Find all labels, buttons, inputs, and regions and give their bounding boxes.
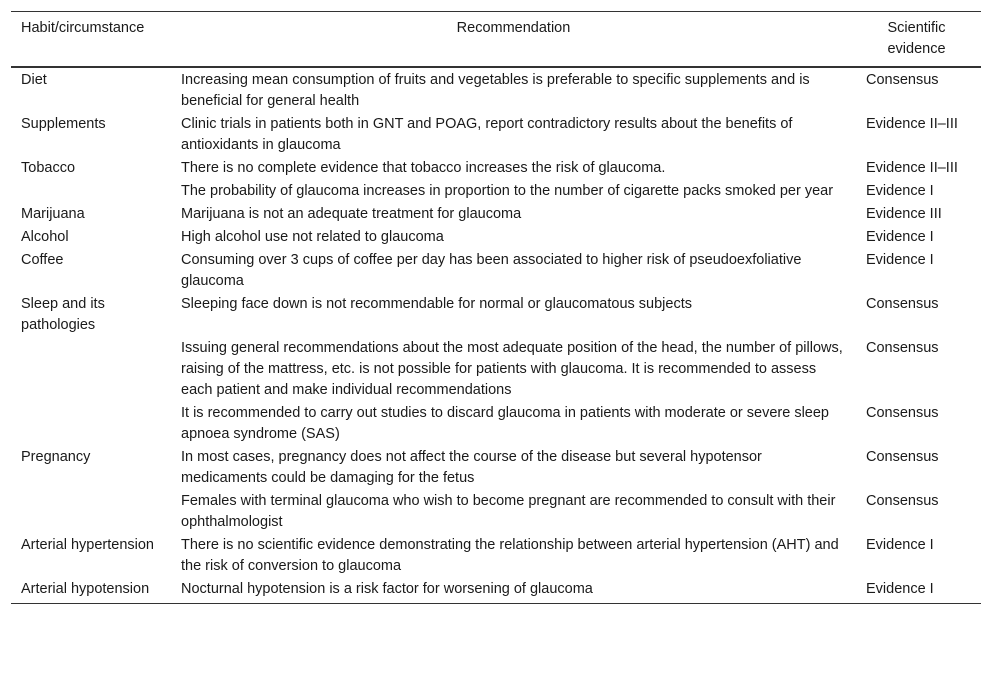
header-evidence-line2: evidence bbox=[887, 41, 946, 57]
evidence-cell: Evidence I bbox=[866, 252, 934, 268]
habit-cell: Supplements bbox=[21, 116, 106, 132]
table-row bbox=[11, 337, 981, 402]
evidence-cell: Evidence III bbox=[866, 206, 942, 222]
habit-cell bbox=[11, 180, 171, 203]
table-row bbox=[11, 67, 981, 113]
header-recommendation: Recommendation bbox=[456, 20, 571, 36]
recommendation-cell: Issuing general recommendations about the most adequate position of the head, the number of pillows, raising of the mattress, etc. is not possible for patients with glaucoma. It is recommended to assess each patient and make individual recommendations bbox=[181, 340, 843, 398]
recommendation-cell: It is recommended to carry out studies to discard glaucoma in patients with moderate or severe sleep apnoea syndrome (SAS) bbox=[181, 405, 829, 442]
habit-cell: Arterial hypotension bbox=[21, 581, 150, 597]
table-row bbox=[11, 490, 981, 534]
table-row bbox=[11, 446, 981, 490]
evidence-cell: Evidence I bbox=[866, 581, 934, 597]
habit-cell bbox=[11, 490, 171, 534]
habit-cell: Arterial hypertension bbox=[21, 537, 154, 553]
habit-cell: Alcohol bbox=[21, 229, 69, 245]
evidence-cell: Evidence II–III bbox=[866, 160, 958, 176]
header-evidence-line1: Scientific bbox=[887, 20, 946, 36]
evidence-cell: Evidence I bbox=[866, 537, 934, 553]
recommendation-cell: Nocturnal hypotension is a risk factor for worsening of glaucoma bbox=[181, 581, 593, 597]
table-row bbox=[11, 113, 981, 157]
table-row bbox=[11, 578, 981, 604]
evidence-cell: Consensus bbox=[866, 449, 939, 465]
habit-cell: Sleep and its pathologies bbox=[21, 296, 105, 333]
header-evidence bbox=[856, 12, 981, 68]
evidence-cell: Consensus bbox=[866, 72, 939, 88]
recommendation-cell: In most cases, pregnancy does not affect the course of the disease but several hypotensor medicaments could be damaging for the fetus bbox=[181, 449, 762, 486]
table-row bbox=[11, 226, 981, 249]
recommendation-cell: High alcohol use not related to glaucoma bbox=[181, 229, 444, 245]
recommendation-cell: Increasing mean consumption of fruits and vegetables is preferable to specific supplements and is beneficial for general health bbox=[181, 72, 810, 109]
table-row bbox=[11, 180, 981, 203]
table-header bbox=[11, 12, 981, 68]
table-row bbox=[11, 203, 981, 226]
recommendation-cell: There is no complete evidence that tobacco increases the risk of glaucoma. bbox=[181, 160, 666, 176]
table-row bbox=[11, 293, 981, 337]
header-habit: Habit/circumstance bbox=[21, 20, 145, 36]
table-row bbox=[11, 157, 981, 180]
evidence-cell: Consensus bbox=[866, 296, 939, 312]
habit-cell bbox=[11, 402, 171, 446]
recommendation-cell: Marijuana is not an adequate treatment for glaucoma bbox=[181, 206, 522, 222]
habit-cell: Tobacco bbox=[21, 160, 76, 176]
evidence-cell: Consensus bbox=[866, 493, 939, 509]
evidence-cell: Evidence I bbox=[866, 183, 934, 199]
habit-cell bbox=[11, 337, 171, 402]
recommendation-cell: Sleeping face down is not recommendable for normal or glaucomatous subjects bbox=[181, 296, 692, 312]
evidence-cell: Evidence II–III bbox=[866, 116, 958, 132]
recommendations-table bbox=[11, 11, 981, 604]
recommendations-table-container bbox=[11, 11, 981, 604]
recommendation-cell: Clinic trials in patients both in GNT and POAG, report contradictory results about the benefits of antioxidants in glaucoma bbox=[181, 116, 793, 153]
habit-cell: Diet bbox=[21, 72, 47, 88]
recommendation-cell: Consuming over 3 cups of coffee per day has been associated to higher risk of pseudoexfoliative glaucoma bbox=[181, 252, 802, 289]
recommendation-cell: The probability of glaucoma increases in proportion to the number of cigarette packs smoked per year bbox=[181, 183, 834, 199]
evidence-cell: Consensus bbox=[866, 405, 939, 421]
table-row bbox=[11, 534, 981, 578]
table-row bbox=[11, 249, 981, 293]
habit-cell: Coffee bbox=[21, 252, 64, 268]
evidence-cell: Evidence I bbox=[866, 229, 934, 245]
recommendation-cell: There is no scientific evidence demonstrating the relationship between arterial hypertension (AHT) and the risk of conversion to glaucoma bbox=[181, 537, 839, 574]
recommendation-cell: Females with terminal glaucoma who wish to become pregnant are recommended to consult with their ophthalmologist bbox=[181, 493, 836, 530]
evidence-cell: Consensus bbox=[866, 340, 939, 356]
table-row bbox=[11, 402, 981, 446]
habit-cell: Marijuana bbox=[21, 206, 85, 222]
table-body bbox=[11, 67, 981, 604]
habit-cell: Pregnancy bbox=[21, 449, 91, 465]
header-row bbox=[11, 12, 981, 68]
